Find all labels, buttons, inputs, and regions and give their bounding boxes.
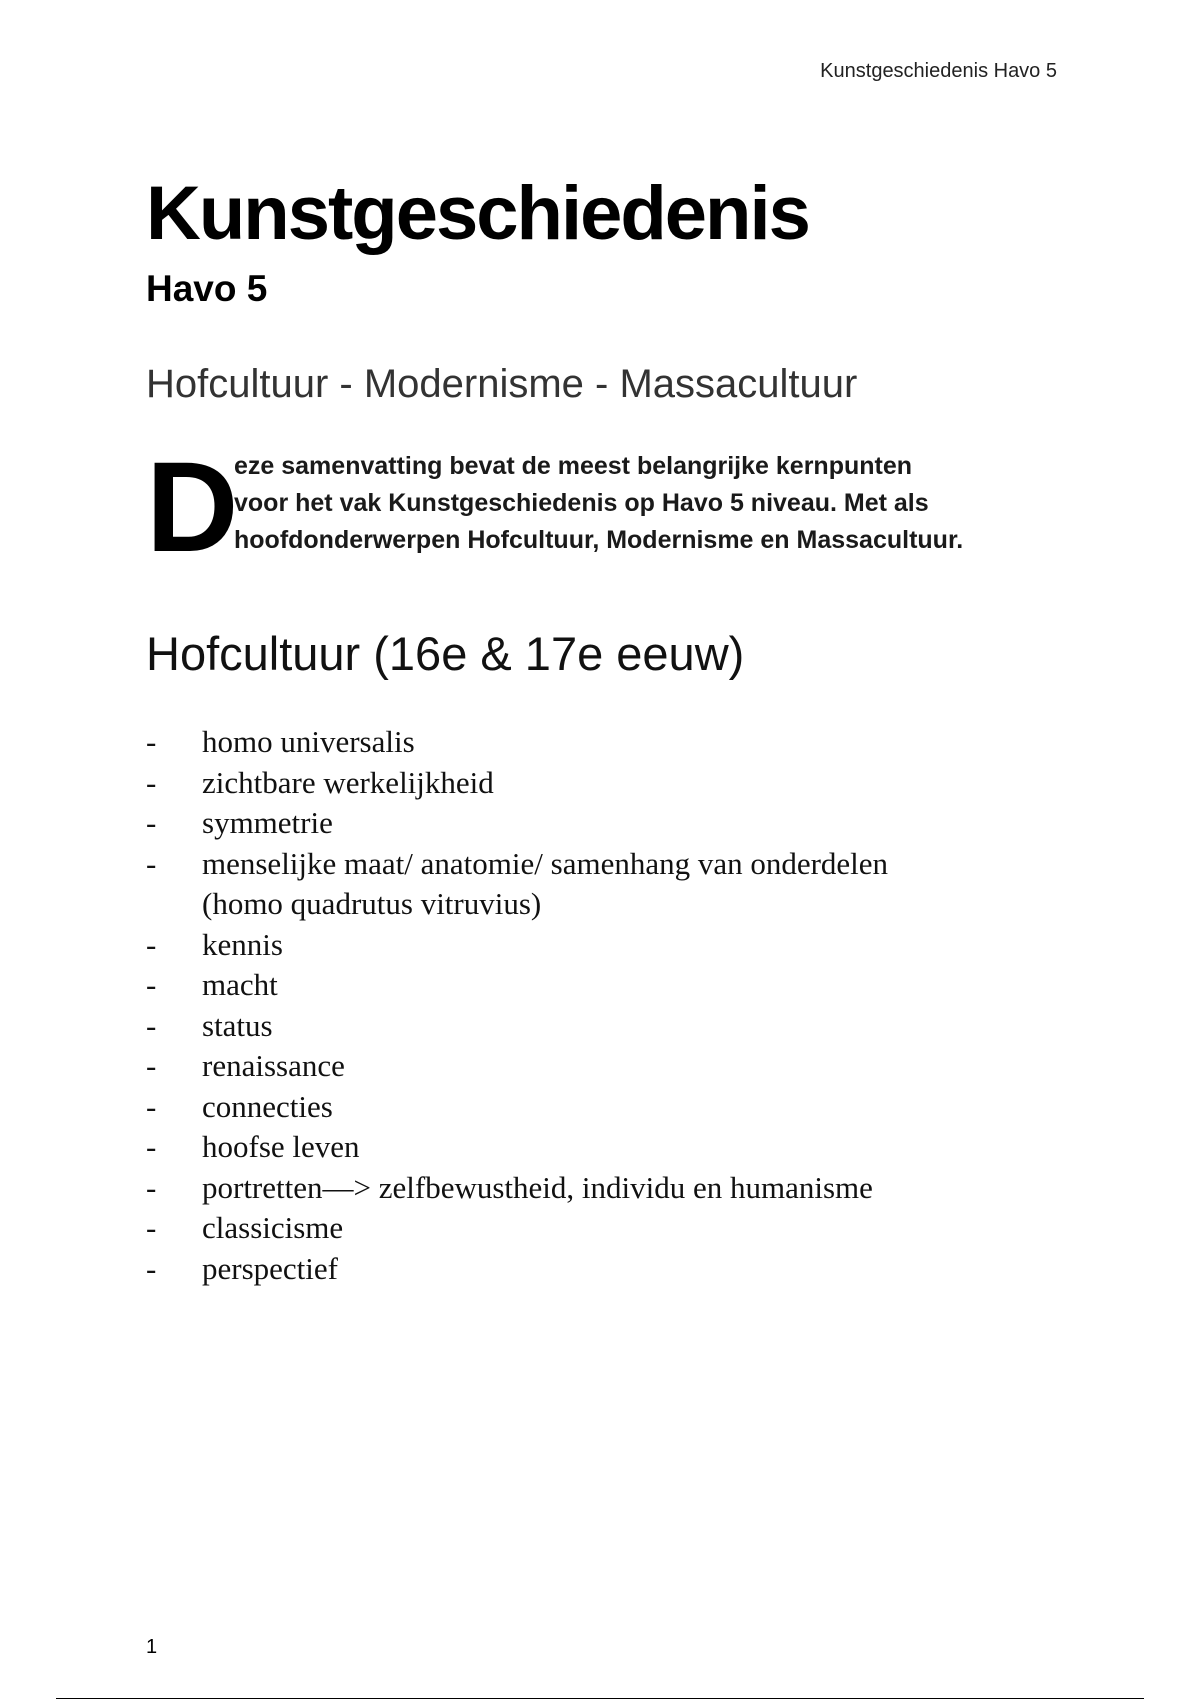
list-item-text: symmetrie xyxy=(202,805,333,840)
page-number: 1 xyxy=(146,1636,158,1658)
list-item xyxy=(146,1249,1062,1290)
list-item-text: menselijke maat/ anatomie/ samenhang van onderdelen xyxy=(202,845,889,881)
list-item xyxy=(146,844,1062,925)
list-item-text: homo universalis xyxy=(202,724,415,759)
bullet-dash: - xyxy=(146,764,157,800)
list-item xyxy=(146,925,1062,966)
bullet-dash: - xyxy=(146,1250,157,1286)
list-item-text: renaissance xyxy=(202,1048,345,1083)
bullet-dash: - xyxy=(146,1129,157,1164)
list-item xyxy=(146,965,1062,1006)
drop-cap: D xyxy=(146,436,237,579)
bullet-dash: - xyxy=(146,1210,157,1245)
list-item-text: status xyxy=(202,1007,273,1043)
bullet-dash: - xyxy=(146,724,157,759)
list-item xyxy=(146,1046,1062,1087)
list-item xyxy=(146,1127,1062,1168)
bullet-dash: - xyxy=(146,1088,157,1124)
kernpunten-list xyxy=(146,722,1062,1289)
bullet-dash: - xyxy=(146,1007,157,1043)
list-item-text: connecties xyxy=(202,1088,333,1124)
list-item xyxy=(146,722,1062,763)
document-subtitle: Havo 5 xyxy=(146,268,268,309)
bullet-dash: - xyxy=(146,1048,157,1083)
list-item-text: kennis xyxy=(202,926,283,962)
intro-line: voor het vak Kunstgeschiedenis op Havo 5 niveau. Met als xyxy=(234,489,929,517)
document-title: Kunstgeschiedenis xyxy=(146,171,809,256)
running-header: Kunstgeschiedenis Havo 5 xyxy=(820,60,1057,82)
list-item-text: classicisme xyxy=(202,1210,344,1245)
list-item xyxy=(146,803,1062,844)
intro-line: eze samenvatting bevat de meest belangrijke kernpunten xyxy=(234,452,913,480)
bullet-dash: - xyxy=(146,845,157,881)
bullet-dash: - xyxy=(146,967,157,1002)
list-item-text: zichtbare werkelijkheid xyxy=(202,764,494,800)
list-item-text: hoofse leven xyxy=(202,1129,360,1164)
intro-line: hoofdonderwerpen Hofcultuur, Modernisme en Massacultuur. xyxy=(234,526,964,554)
list-item-continuation: (homo quadrutus vitruvius) xyxy=(202,886,542,921)
footer-divider xyxy=(56,1698,1144,1699)
bullet-dash: - xyxy=(146,1169,157,1205)
list-item xyxy=(146,1006,1062,1047)
list-item xyxy=(146,763,1062,804)
list-item xyxy=(146,1087,1062,1128)
bullet-dash: - xyxy=(146,805,157,840)
list-item-text: perspectief xyxy=(202,1250,338,1286)
document-topics: Hofcultuur - Modernisme - Massacultuur xyxy=(146,362,858,406)
section-heading: Hofcultuur (16e & 17e eeuw) xyxy=(146,627,745,680)
list-item xyxy=(146,1168,1062,1209)
list-item xyxy=(146,1208,1062,1249)
list-item-text: macht xyxy=(202,967,278,1002)
list-item-text: portretten—> zelfbewustheid, individu en humanisme xyxy=(202,1169,873,1205)
bullet-dash: - xyxy=(146,926,157,962)
